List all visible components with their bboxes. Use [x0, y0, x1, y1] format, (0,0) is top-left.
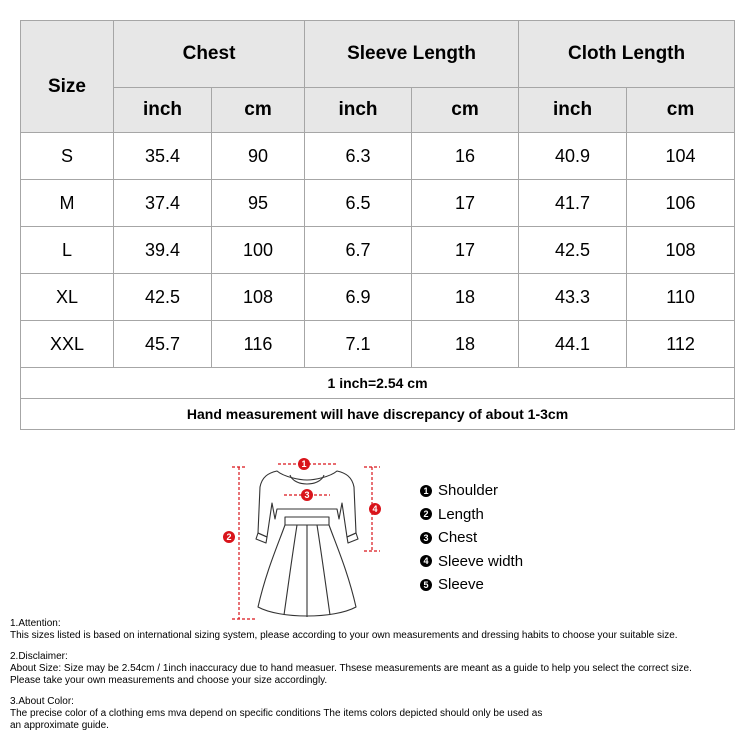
table-row — [21, 321, 735, 368]
table-row — [21, 133, 735, 180]
unit-header: cm — [212, 88, 305, 133]
table-row — [21, 227, 735, 274]
note-text: an approximate guide. — [10, 720, 109, 731]
legend-number: 1 — [420, 485, 432, 497]
measurement-lines — [232, 464, 380, 619]
table-cell: 6.7 — [305, 227, 412, 274]
table-cell: 18 — [412, 274, 519, 321]
legend-number: 2 — [420, 508, 432, 520]
table-cell: 39.4 — [114, 227, 212, 274]
table-cell: 6.9 — [305, 274, 412, 321]
measurement-markers — [223, 458, 381, 543]
notes-section — [10, 618, 745, 741]
table-cell: 44.1 — [519, 321, 627, 368]
measurement-legend — [420, 479, 523, 597]
legend-label: Shoulder — [438, 482, 499, 500]
sleeve-length-header: Sleeve Length — [305, 21, 519, 88]
size-cell: L — [21, 227, 114, 274]
table-row — [21, 180, 735, 227]
table-cell: 18 — [412, 321, 519, 368]
legend-number: 3 — [420, 532, 432, 544]
legend-label: Length — [438, 505, 484, 523]
table-cell: 90 — [212, 133, 305, 180]
marker-3: 3 — [304, 490, 310, 500]
cloth-length-header: Cloth Length — [519, 21, 735, 88]
attention-note — [10, 618, 745, 642]
table-cell: 42.5 — [114, 274, 212, 321]
table-cell: 7.1 — [305, 321, 412, 368]
marker-2: 2 — [226, 532, 232, 542]
table-cell: 43.3 — [519, 274, 627, 321]
color-note — [10, 696, 745, 732]
table-cell: 35.4 — [114, 133, 212, 180]
table-cell: 37.4 — [114, 180, 212, 227]
legend-number: 5 — [420, 579, 432, 591]
note-title: 2.Disclaimer: — [10, 651, 68, 662]
table-row — [21, 368, 735, 399]
table-cell: 17 — [412, 227, 519, 274]
note-text: Please take your own measurements and choose your size accordingly. — [10, 675, 328, 686]
legend-number: 4 — [420, 555, 432, 567]
table-cell: 100 — [212, 227, 305, 274]
dress-measurement-diagram — [222, 447, 392, 622]
unit-header: inch — [305, 88, 412, 133]
table-cell: 110 — [627, 274, 735, 321]
table-row — [21, 399, 735, 430]
table-cell: 42.5 — [519, 227, 627, 274]
table-cell: 106 — [627, 180, 735, 227]
conversion-note: 1 inch=2.54 cm — [21, 368, 735, 399]
table-cell: 108 — [627, 227, 735, 274]
unit-header: inch — [519, 88, 627, 133]
table-row — [21, 274, 735, 321]
size-cell: XL — [21, 274, 114, 321]
legend-item — [420, 550, 523, 574]
table-cell: 6.5 — [305, 180, 412, 227]
table-cell: 112 — [627, 321, 735, 368]
table-cell: 104 — [627, 133, 735, 180]
table-cell: 6.3 — [305, 133, 412, 180]
size-chart-table — [20, 20, 735, 430]
note-title: 3.About Color: — [10, 696, 74, 707]
table-cell: 41.7 — [519, 180, 627, 227]
marker-4: 4 — [372, 504, 378, 514]
note-text: About Size: Size may be 2.54cm / 1inch inaccuracy due to hand measuer. Thsese measurements are meant as a guide to help you select the correct size. — [10, 663, 692, 674]
legend-item — [420, 503, 523, 527]
size-cell: XXL — [21, 321, 114, 368]
note-title: 1.Attention: — [10, 618, 61, 629]
size-header: Size — [21, 21, 114, 133]
table-cell: 95 — [212, 180, 305, 227]
table-cell: 40.9 — [519, 133, 627, 180]
marker-1: 1 — [301, 459, 307, 469]
legend-item — [420, 479, 523, 503]
table-cell: 108 — [212, 274, 305, 321]
legend-label: Sleeve width — [438, 552, 524, 570]
unit-header: cm — [627, 88, 735, 133]
discrepancy-note: Hand measurement will have discrepancy of about 1-3cm — [21, 399, 735, 430]
table-cell: 17 — [412, 180, 519, 227]
chest-header: Chest — [114, 21, 305, 88]
size-cell: M — [21, 180, 114, 227]
legend-item — [420, 526, 523, 550]
size-cell: S — [21, 133, 114, 180]
unit-header: inch — [114, 88, 212, 133]
disclaimer-note — [10, 651, 745, 687]
table-cell: 16 — [412, 133, 519, 180]
table-cell: 116 — [212, 321, 305, 368]
unit-header: cm — [412, 88, 519, 133]
legend-label: Chest — [438, 529, 478, 547]
legend-item — [420, 573, 523, 597]
legend-label: Sleeve — [438, 576, 484, 594]
note-text: The precise color of a clothing ems mva depend on specific conditions The items colors depicted should only be used as — [10, 708, 543, 719]
table-cell: 45.7 — [114, 321, 212, 368]
note-text: This sizes listed is based on international sizing system, please according to your own measurements and dressing habits to choose your suitable size. — [10, 630, 678, 641]
